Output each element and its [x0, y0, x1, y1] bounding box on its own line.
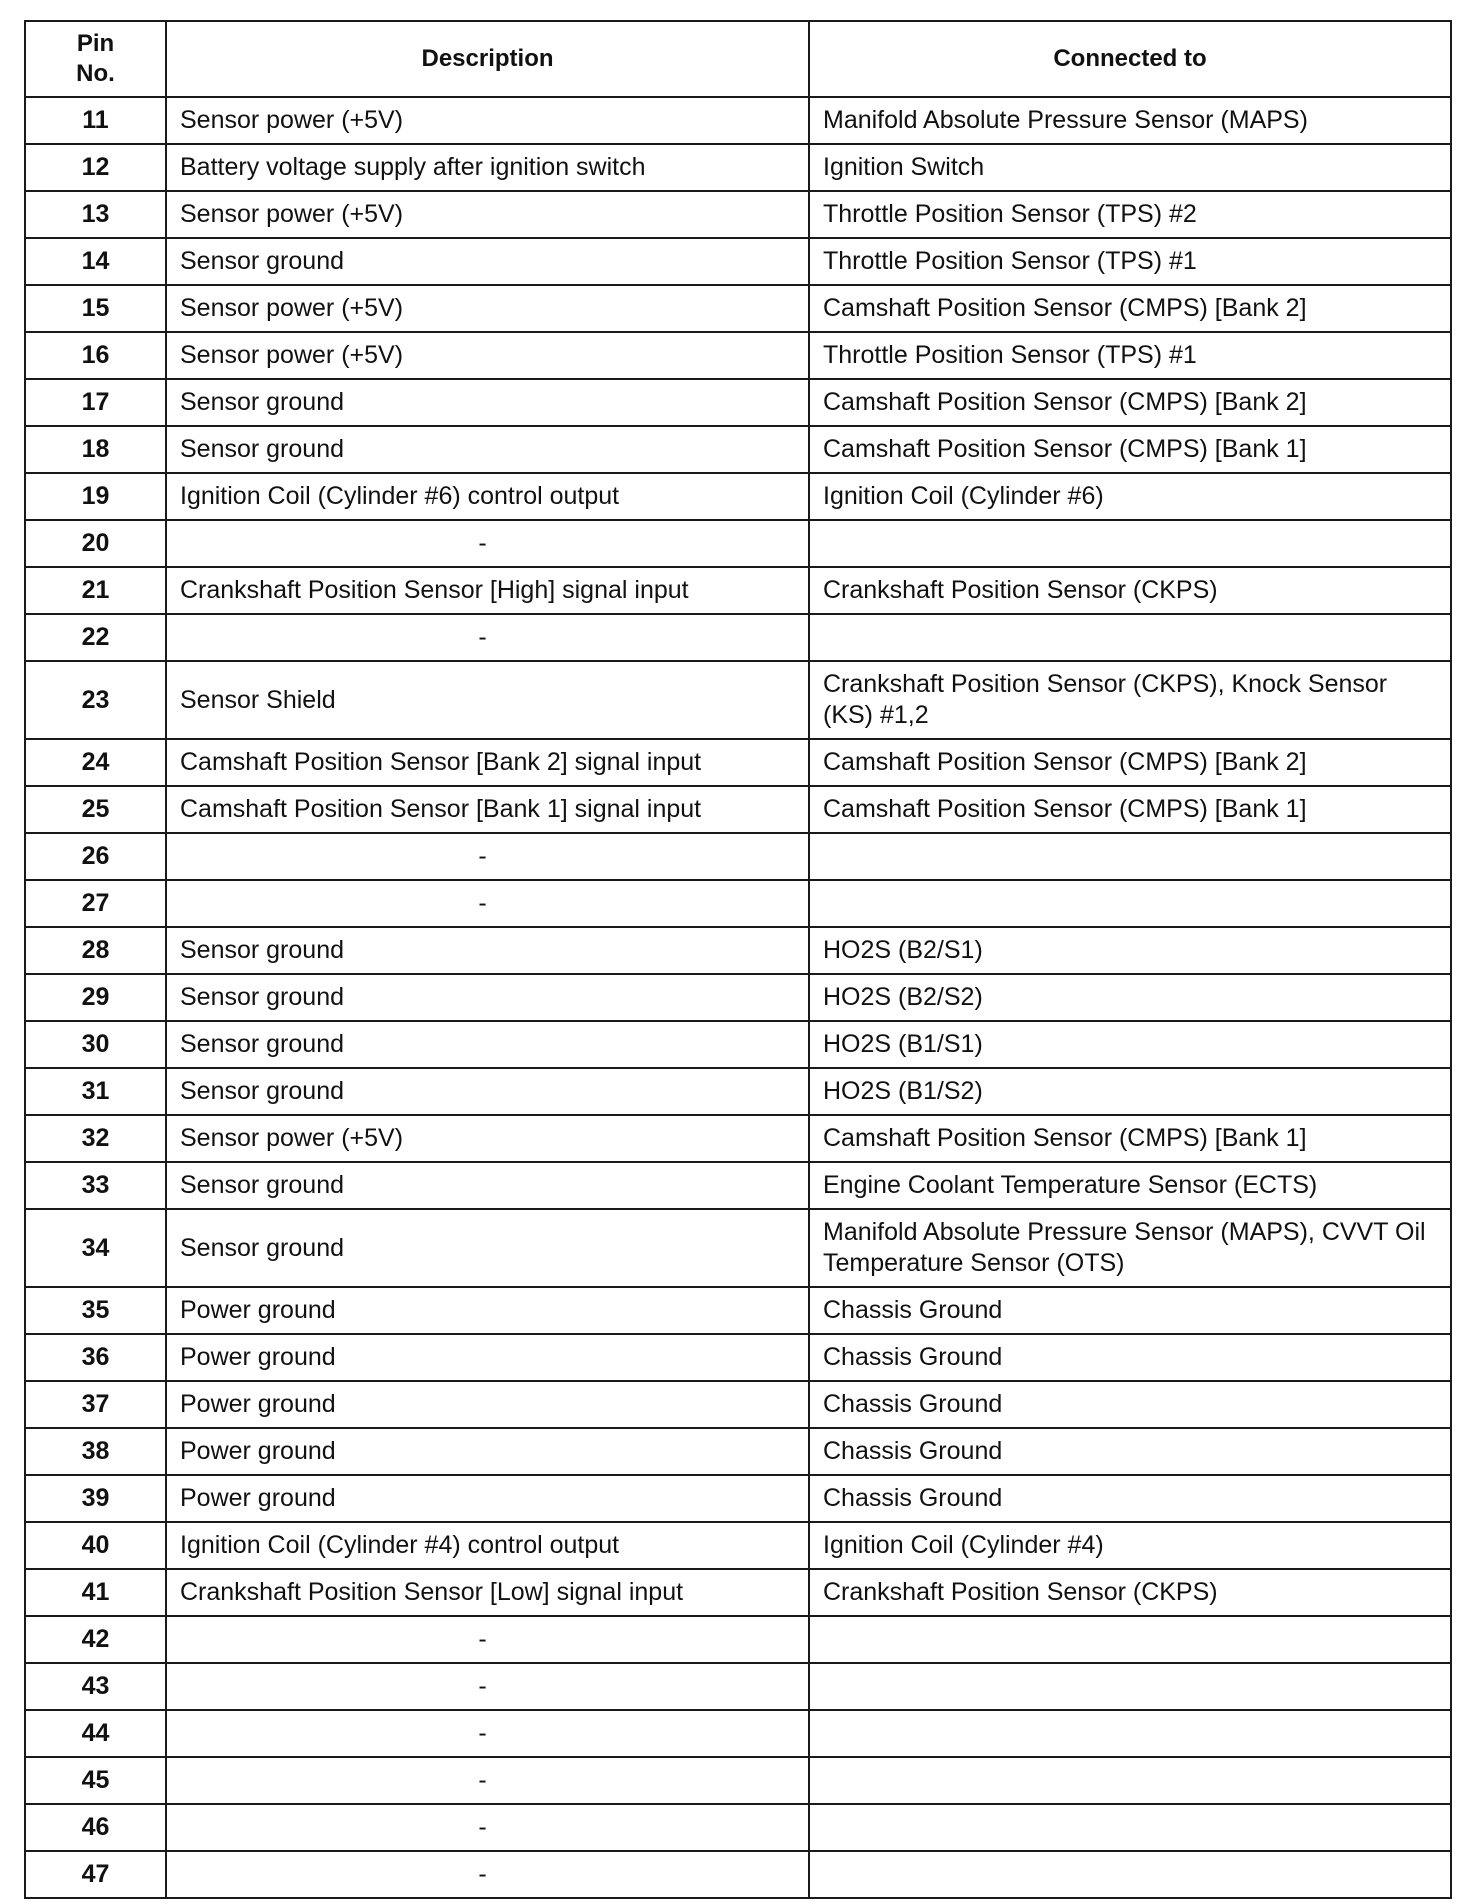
connected-to-cell [809, 1616, 1451, 1663]
table-row [25, 144, 1451, 191]
connected-to-cell [809, 1851, 1451, 1898]
pin-number-cell: 22 [25, 614, 166, 661]
table-row [25, 786, 1451, 833]
description-cell: Sensor power (+5V) [166, 332, 809, 379]
connected-to-cell: HO2S (B1/S1) [809, 1021, 1451, 1068]
table-row [25, 880, 1451, 927]
description-cell: Sensor power (+5V) [166, 97, 809, 144]
pin-number-cell: 12 [25, 144, 166, 191]
table-row [25, 426, 1451, 473]
pin-number-cell: 44 [25, 1710, 166, 1757]
table-row [25, 1522, 1451, 1569]
table-row [25, 1757, 1451, 1804]
description-cell: Camshaft Position Sensor [Bank 1] signal input [166, 786, 809, 833]
pin-number-cell: 39 [25, 1475, 166, 1522]
table-row [25, 520, 1451, 567]
connected-to-cell: Chassis Ground [809, 1334, 1451, 1381]
description-cell: Crankshaft Position Sensor [High] signal input [166, 567, 809, 614]
description-cell: Sensor ground [166, 379, 809, 426]
table-row [25, 1068, 1451, 1115]
table-row [25, 1569, 1451, 1616]
connected-to-cell: Manifold Absolute Pressure Sensor (MAPS) [809, 97, 1451, 144]
connected-to-cell: Throttle Position Sensor (TPS) #1 [809, 238, 1451, 285]
table-row [25, 1162, 1451, 1209]
description-cell: Sensor ground [166, 927, 809, 974]
description-cell: - [166, 833, 809, 880]
pin-number-cell: 33 [25, 1162, 166, 1209]
table-row [25, 974, 1451, 1021]
pin-number-cell: 18 [25, 426, 166, 473]
pin-number-cell: 21 [25, 567, 166, 614]
pin-number-cell: 46 [25, 1804, 166, 1851]
table-row [25, 1710, 1451, 1757]
pin-number-cell: 16 [25, 332, 166, 379]
pin-number-cell: 25 [25, 786, 166, 833]
description-cell: Sensor power (+5V) [166, 191, 809, 238]
connected-to-cell: Camshaft Position Sensor (CMPS) [Bank 2] [809, 739, 1451, 786]
pin-number-cell: 11 [25, 97, 166, 144]
pin-number-cell: 24 [25, 739, 166, 786]
connected-to-cell: Camshaft Position Sensor (CMPS) [Bank 1] [809, 426, 1451, 473]
connected-to-cell [809, 880, 1451, 927]
description-cell: Power ground [166, 1287, 809, 1334]
pin-number-cell: 42 [25, 1616, 166, 1663]
pin-number-cell: 35 [25, 1287, 166, 1334]
connected-to-cell [809, 1710, 1451, 1757]
connected-to-cell: Throttle Position Sensor (TPS) #1 [809, 332, 1451, 379]
pin-number-cell: 34 [25, 1209, 166, 1287]
table-row [25, 1475, 1451, 1522]
connected-to-cell: Crankshaft Position Sensor (CKPS), Knock Sensor (KS) #1,2 [809, 661, 1451, 739]
connected-to-cell: Chassis Ground [809, 1475, 1451, 1522]
connected-to-cell [809, 833, 1451, 880]
description-cell: Camshaft Position Sensor [Bank 2] signal input [166, 739, 809, 786]
pin-number-cell: 45 [25, 1757, 166, 1804]
table-row [25, 1334, 1451, 1381]
description-cell: Sensor power (+5V) [166, 285, 809, 332]
description-cell: Crankshaft Position Sensor [Low] signal input [166, 1569, 809, 1616]
pin-number-cell: 20 [25, 520, 166, 567]
description-cell: - [166, 520, 809, 567]
connected-to-cell: Crankshaft Position Sensor (CKPS) [809, 567, 1451, 614]
table-row [25, 1663, 1451, 1710]
pin-number-cell: 23 [25, 661, 166, 739]
pin-number-cell: 26 [25, 833, 166, 880]
description-cell: Sensor power (+5V) [166, 1115, 809, 1162]
table-row [25, 1428, 1451, 1475]
description-cell: Ignition Coil (Cylinder #6) control output [166, 473, 809, 520]
description-cell: Sensor ground [166, 1068, 809, 1115]
description-cell: Sensor Shield [166, 661, 809, 739]
table-row [25, 1804, 1451, 1851]
pin-number-cell: 19 [25, 473, 166, 520]
table-row [25, 238, 1451, 285]
table-row [25, 1021, 1451, 1068]
description-cell: Sensor ground [166, 1162, 809, 1209]
connected-to-cell [809, 614, 1451, 661]
pin-number-cell: 13 [25, 191, 166, 238]
connected-to-cell: Camshaft Position Sensor (CMPS) [Bank 1] [809, 786, 1451, 833]
description-cell: Power ground [166, 1381, 809, 1428]
connected-to-cell: HO2S (B1/S2) [809, 1068, 1451, 1115]
pin-number-cell: 41 [25, 1569, 166, 1616]
header-connected-to: Connected to [809, 21, 1451, 97]
table-row [25, 1381, 1451, 1428]
connected-to-cell: Manifold Absolute Pressure Sensor (MAPS), CVVT Oil Temperature Sensor (OTS) [809, 1209, 1451, 1287]
pin-number-cell: 36 [25, 1334, 166, 1381]
connected-to-cell: Chassis Ground [809, 1381, 1451, 1428]
pin-number-cell: 38 [25, 1428, 166, 1475]
pin-number-cell: 15 [25, 285, 166, 332]
pin-number-cell: 47 [25, 1851, 166, 1898]
connected-to-cell: HO2S (B2/S1) [809, 927, 1451, 974]
table-row [25, 1287, 1451, 1334]
connected-to-cell [809, 1804, 1451, 1851]
connected-to-cell [809, 520, 1451, 567]
connected-to-cell: Camshaft Position Sensor (CMPS) [Bank 2] [809, 285, 1451, 332]
table-row [25, 1209, 1451, 1287]
connected-to-cell: Ignition Coil (Cylinder #6) [809, 473, 1451, 520]
pin-number-cell: 29 [25, 974, 166, 1021]
header-pin-no: Pin No. [25, 21, 166, 97]
pin-number-cell: 28 [25, 927, 166, 974]
description-cell: - [166, 880, 809, 927]
pin-number-cell: 31 [25, 1068, 166, 1115]
table-row [25, 1115, 1451, 1162]
connected-to-cell: Ignition Coil (Cylinder #4) [809, 1522, 1451, 1569]
description-cell: Sensor ground [166, 238, 809, 285]
table-row [25, 97, 1451, 144]
connected-to-cell: Crankshaft Position Sensor (CKPS) [809, 1569, 1451, 1616]
table-row [25, 833, 1451, 880]
connected-to-cell: Ignition Switch [809, 144, 1451, 191]
table-body [25, 97, 1451, 1898]
description-cell: Ignition Coil (Cylinder #4) control output [166, 1522, 809, 1569]
table-row [25, 567, 1451, 614]
connected-to-cell: Camshaft Position Sensor (CMPS) [Bank 2] [809, 379, 1451, 426]
connected-to-cell [809, 1663, 1451, 1710]
table-row [25, 661, 1451, 739]
description-cell: Sensor ground [166, 1209, 809, 1287]
table-row [25, 379, 1451, 426]
pin-number-cell: 40 [25, 1522, 166, 1569]
connected-to-cell: Chassis Ground [809, 1287, 1451, 1334]
description-cell: - [166, 1851, 809, 1898]
description-cell: - [166, 1616, 809, 1663]
connected-to-cell: Camshaft Position Sensor (CMPS) [Bank 1] [809, 1115, 1451, 1162]
pin-number-cell: 14 [25, 238, 166, 285]
connected-to-cell: HO2S (B2/S2) [809, 974, 1451, 1021]
description-cell: - [166, 1663, 809, 1710]
pin-number-cell: 17 [25, 379, 166, 426]
table-row [25, 614, 1451, 661]
connected-to-cell: Engine Coolant Temperature Sensor (ECTS) [809, 1162, 1451, 1209]
description-cell: Battery voltage supply after ignition switch [166, 144, 809, 191]
table-row [25, 191, 1451, 238]
description-cell: - [166, 614, 809, 661]
description-cell: Sensor ground [166, 1021, 809, 1068]
table-row [25, 739, 1451, 786]
table-row [25, 927, 1451, 974]
pin-number-cell: 37 [25, 1381, 166, 1428]
table-row [25, 285, 1451, 332]
table-row [25, 1851, 1451, 1898]
connected-to-cell: Throttle Position Sensor (TPS) #2 [809, 191, 1451, 238]
description-cell: Power ground [166, 1475, 809, 1522]
description-cell: Power ground [166, 1428, 809, 1475]
description-cell: - [166, 1757, 809, 1804]
table-row [25, 332, 1451, 379]
pin-table [24, 20, 1452, 1899]
description-cell: Sensor ground [166, 426, 809, 473]
table-header-row [25, 21, 1451, 97]
table-row [25, 473, 1451, 520]
pin-number-cell: 30 [25, 1021, 166, 1068]
pin-number-cell: 43 [25, 1663, 166, 1710]
pin-number-cell: 32 [25, 1115, 166, 1162]
connected-to-cell [809, 1757, 1451, 1804]
connected-to-cell: Chassis Ground [809, 1428, 1451, 1475]
pin-number-cell: 27 [25, 880, 166, 927]
header-description: Description [166, 21, 809, 97]
description-cell: - [166, 1710, 809, 1757]
description-cell: Power ground [166, 1334, 809, 1381]
table-row [25, 1616, 1451, 1663]
description-cell: - [166, 1804, 809, 1851]
description-cell: Sensor ground [166, 974, 809, 1021]
